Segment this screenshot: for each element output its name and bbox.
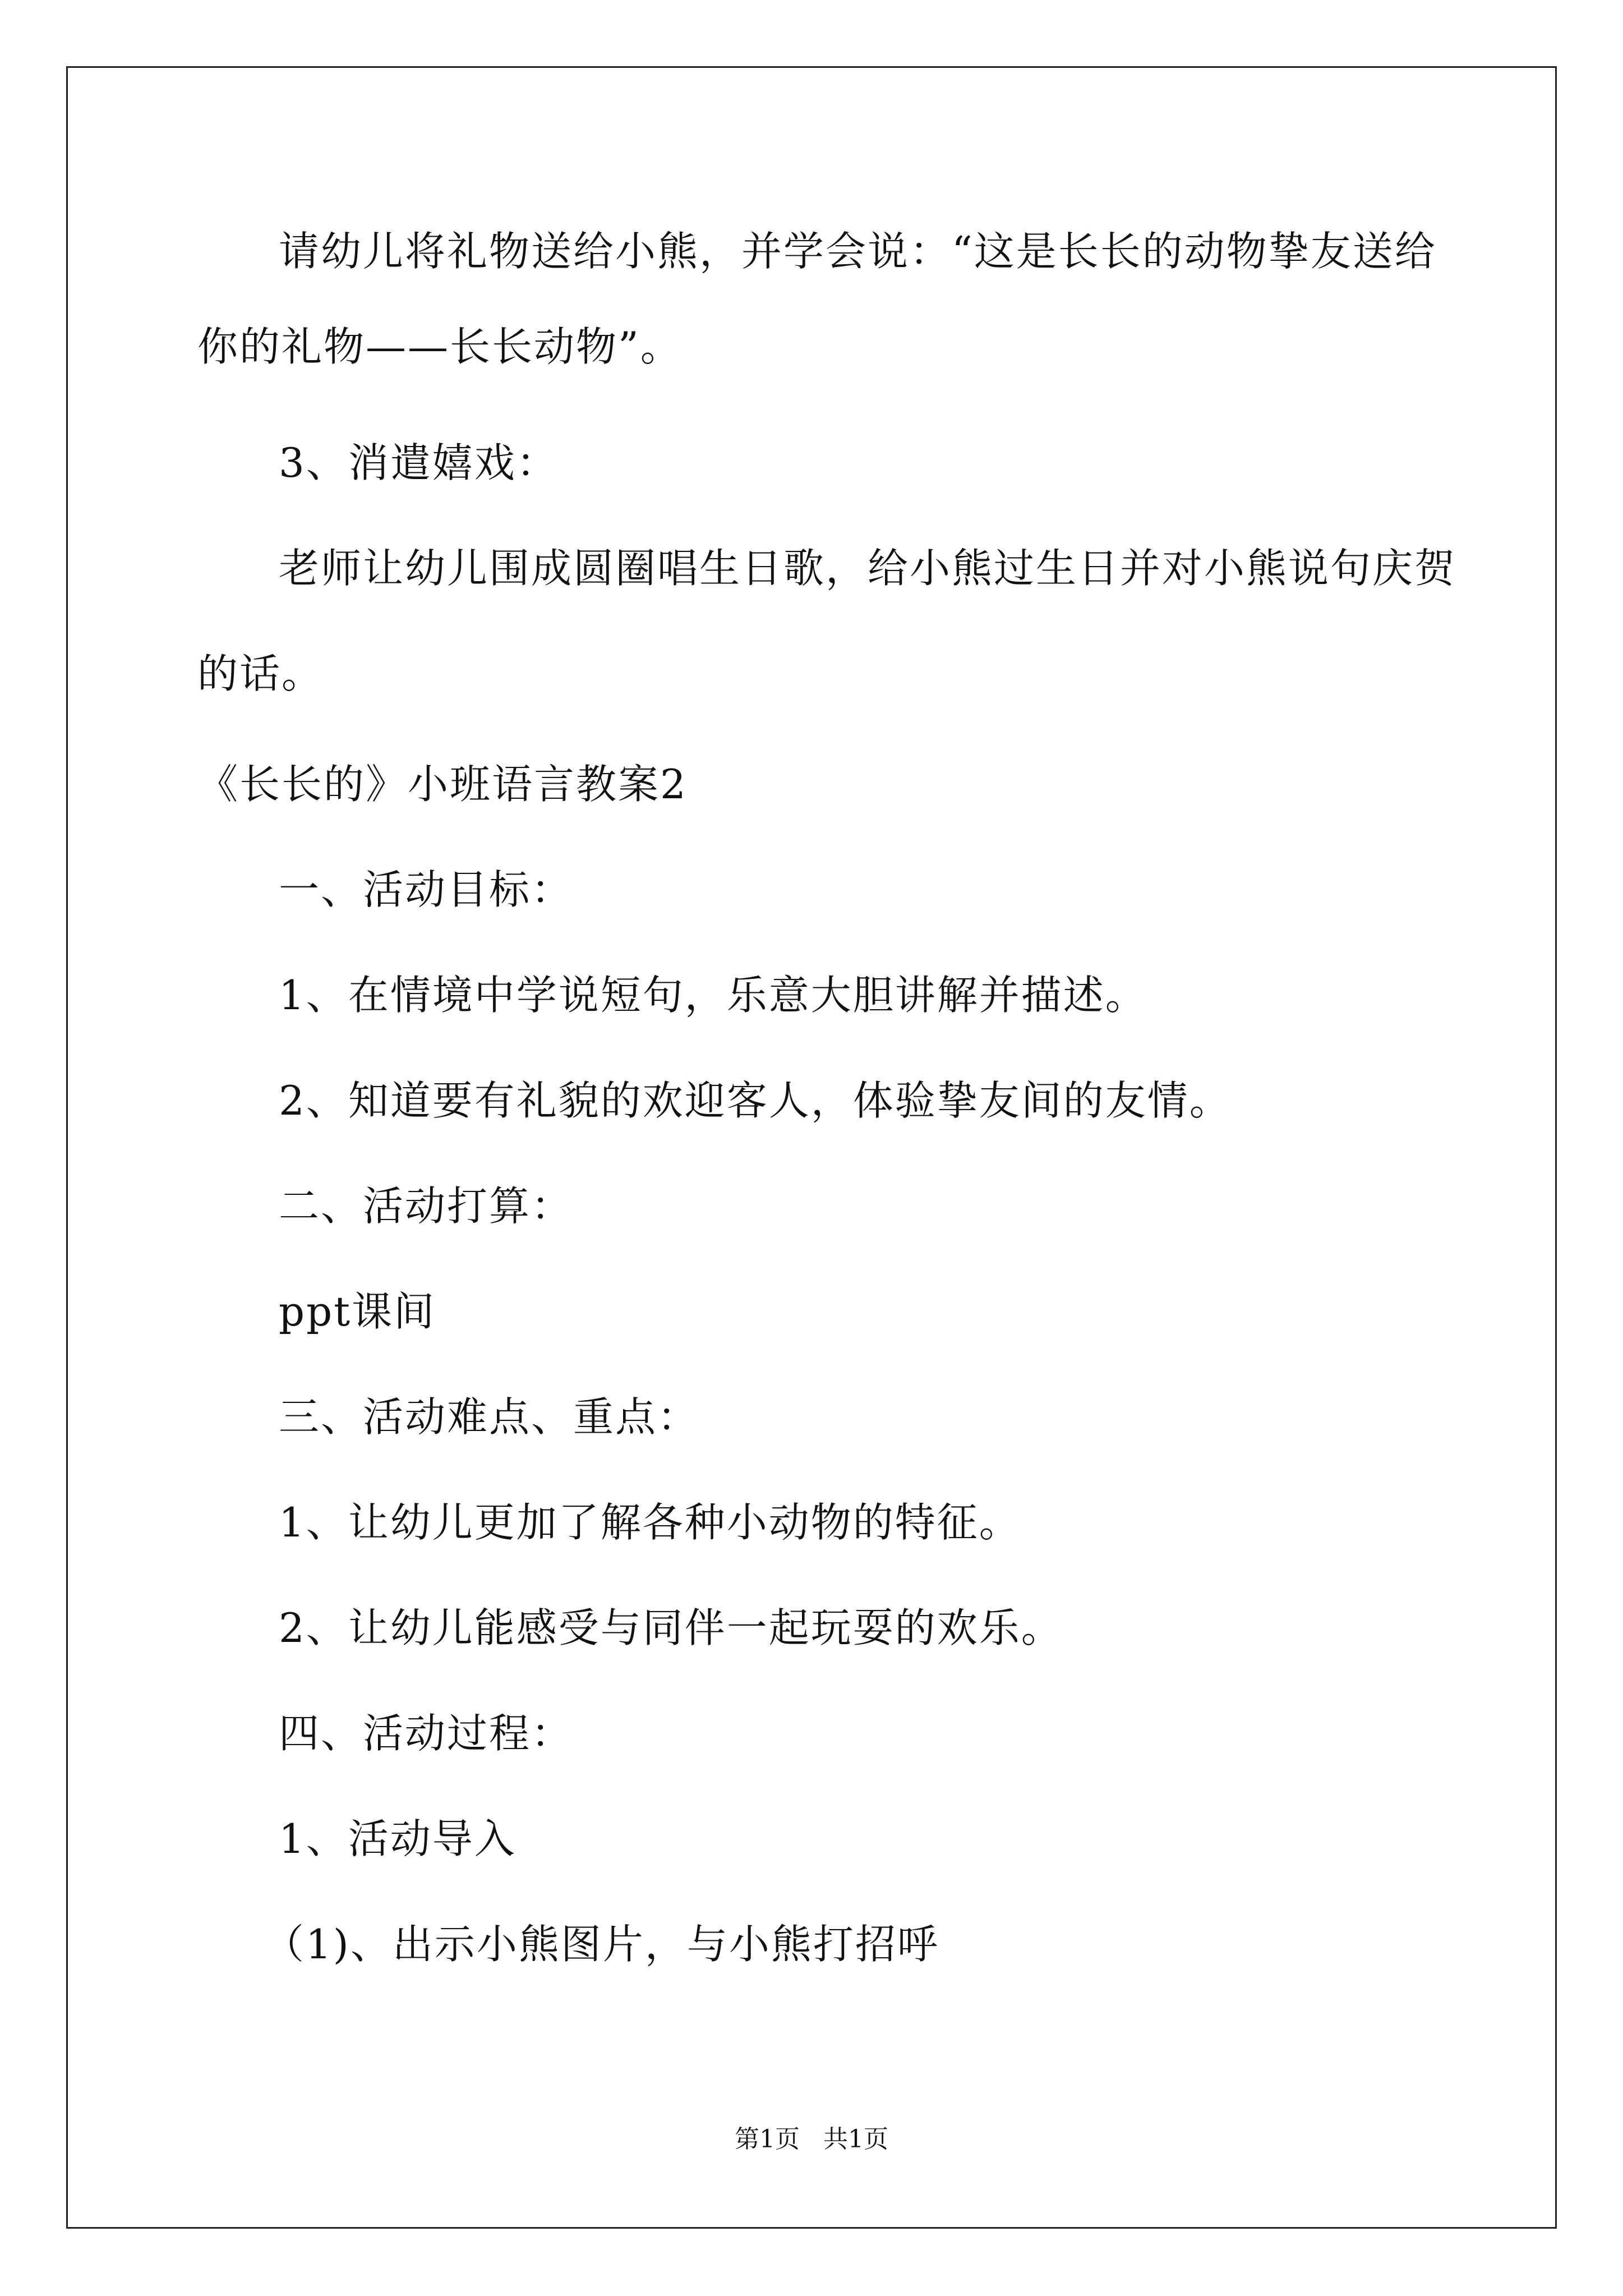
section-heading-game: 3、消遣嬉戏： <box>279 439 559 486</box>
preparation-item: ppt课间 <box>279 1288 436 1335</box>
goal-item-1: 1、在情境中学说短句，乐意大胆讲解并描述。 <box>279 972 1147 1019</box>
lesson-title: 《长长的》小班语言教案2 <box>197 761 688 808</box>
heading-key-points: 三、活动难点、重点： <box>279 1393 700 1441</box>
heading-goals: 一、活动目标： <box>279 866 574 913</box>
key-point-1: 1、让幼儿更加了解各种小动物的特征。 <box>279 1499 1021 1546</box>
key-point-2: 2、让幼儿能感受与同伴一起玩耍的欢乐。 <box>279 1604 1063 1651</box>
page-border <box>66 66 1557 2229</box>
process-step-1: 1、活动导入 <box>279 1815 517 1862</box>
heading-preparation: 二、活动打算： <box>279 1182 574 1230</box>
page-footer: 第1页 共1页 <box>735 2125 888 2154</box>
process-substep-1: （1)、出示小熊图片，与小熊打招呼 <box>264 1921 939 1968</box>
paragraph-line-2: 你的礼物——长长动物”。 <box>197 323 683 370</box>
goal-item-2: 2、知道要有礼貌的欢迎客人，体验挚友间的友情。 <box>279 1077 1232 1124</box>
paragraph-line-4: 的话。 <box>197 650 324 697</box>
paragraph-line-1: 请幼儿将礼物送给小熊，并学会说：“这是长长的动物挚友送给 <box>279 228 1437 275</box>
heading-process: 四、活动过程： <box>279 1710 574 1757</box>
paragraph-line-3: 老师让幼儿围成圆圈唱生日歌，给小熊过生日并对小熊说句庆贺 <box>279 545 1457 592</box>
